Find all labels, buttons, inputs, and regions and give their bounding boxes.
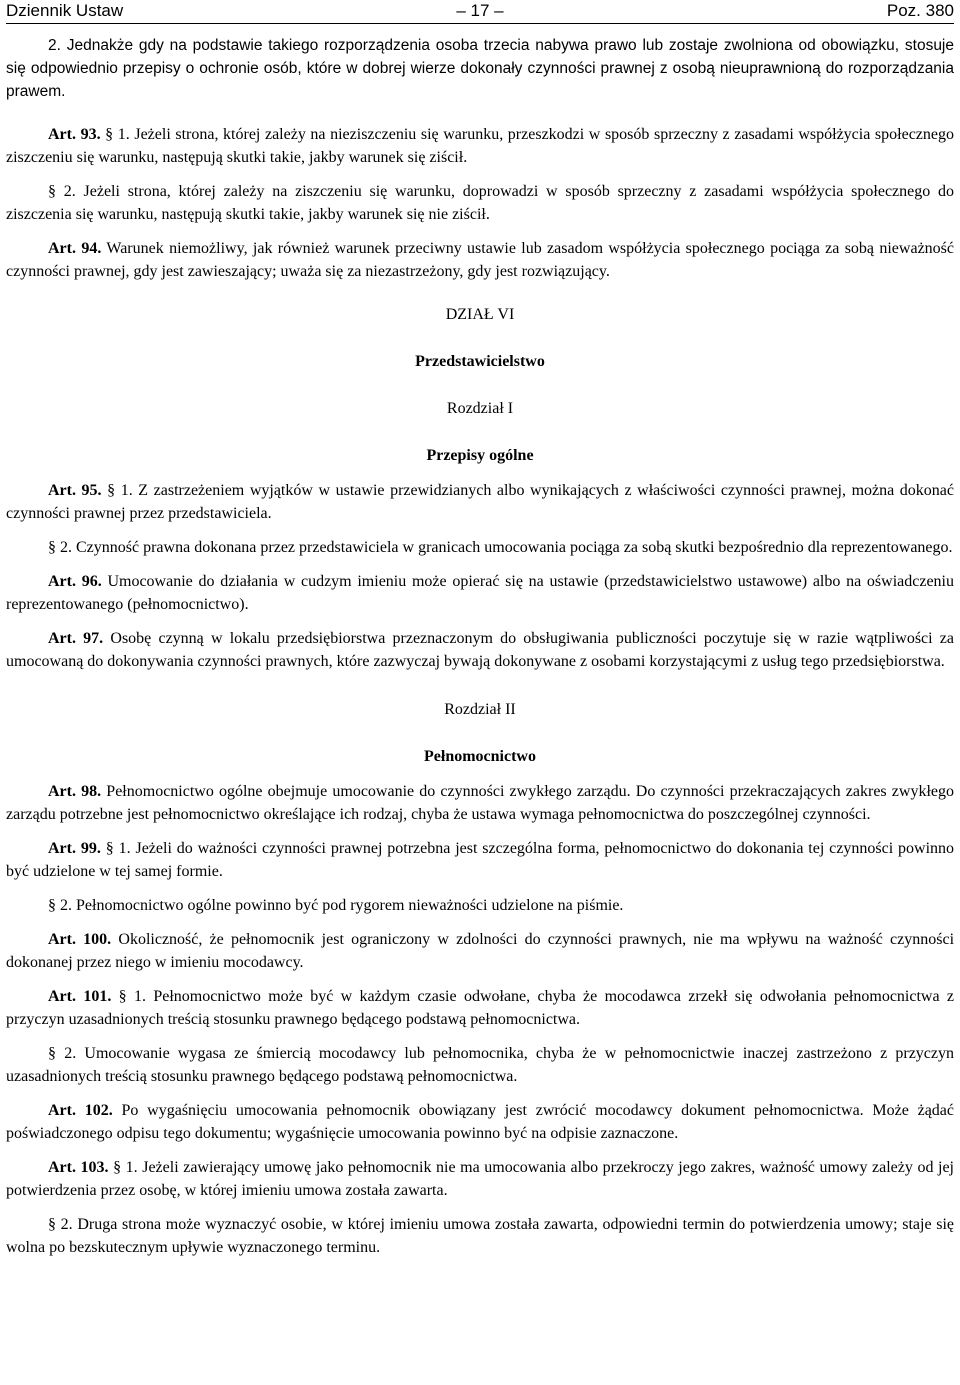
paragraph-text: § 1. Pełnomocnictwo może być w każdym czasie odwołane, chyba że mocodawca zrzekł się odwołania pełnomocnictwa z przyczyn uzasadnionych treścią stosunku prawnego będącego podstawą pełnomocnictwa. <box>6 988 955 1028</box>
paragraph-text: Osobę czynną w lokalu przedsiębiorstwa przeznaczonym do obsługiwania publiczności poczytuje się w razie wątpliwości za umocowaną do dokonywania czynności prawnych, które zazwyczaj bywają dokonywane z osobami korzystającymi z usług tego przedsiębiorstwa. <box>6 630 955 670</box>
position-number: Poz. 380 <box>886 1 954 20</box>
paragraph-text: § 1. Jeżeli zawierający umowę jako pełnomocnik nie ma umocowania albo przekroczy jego zakres, ważność umowy zależy od jej potwierdzenia przez osobę, w której imieniu umowa została zawarta. <box>6 1159 955 1199</box>
article-95-section-2 <box>6 536 954 559</box>
article-103-section-1 <box>6 1156 954 1202</box>
article-103-section-2 <box>6 1213 954 1259</box>
journal-title: Dziennik Ustaw <box>6 1 124 20</box>
paragraph-text: § 2. Umocowanie wygasa ze śmiercią mocodawcy lub pełnomocnika, chyba że w pełnomocnictwie inaczej zastrzeżono z przyczyn uzasadnionych treścią stosunku prawnego będącego podstawą pełnomocnictwa. <box>6 1045 954 1085</box>
chapter-title: Pełnomocnictwo <box>424 748 536 765</box>
paragraph-text: Warunek niemożliwy, jak również warunek przeciwny ustawie lub zasadom współżycia społecznego pociąga za sobą nieważność czynności prawnej, gdy jest zawieszający; uważa się za niezastrzeżony, gdy jest rozwiązujący. <box>6 240 954 280</box>
article-label: Art. 100. <box>48 931 112 948</box>
article-93-section-2 <box>6 180 954 226</box>
article-94 <box>6 237 954 283</box>
paragraph-text: Umocowanie do działania w cudzym imieniu może opierać się na ustawie (przedstawicielstwo ustawowe) albo na oświadczeniu reprezentowanego (pełnomocnictwo). <box>6 573 955 613</box>
article-label: Art. 101. <box>48 988 112 1005</box>
chapter-label: Rozdział II <box>444 701 516 718</box>
paragraph-text: Po wygaśnięciu umocowania pełnomocnik obowiązany jest zwrócić mocodawcy dokument pełnomocnictwa. Może żądać poświadczonego odpisu tego dokumentu; wygaśnięcie umocowania powinno być na odpisie zaznaczone. <box>6 1102 955 1142</box>
paragraph-text: § 2. Czynność prawna dokonana przez przedstawiciela w granicach umocowania pociąga za sobą skutki bezpośrednio dla reprezentowanego. <box>48 539 953 556</box>
paragraph-text: § 1. Z zastrzeżeniem wyjątków w ustawie przewidzianych albo wynikających z właściwości czynności prawnej, można dokonać czynności prawnej przez przedstawiciela. <box>6 482 955 522</box>
article-label: Art. 93. <box>48 126 101 143</box>
article-label: Art. 95. <box>48 482 102 499</box>
article-label: Art. 99. <box>48 840 101 857</box>
article-93-section-1 <box>6 123 954 169</box>
article-99-section-1 <box>6 837 954 883</box>
paragraph-text: Jednakże gdy na podstawie takiego rozporządzenia osoba trzecia nabywa prawo lub zostaje zwolniona od obowiązku, stosuje się odpowiednio przepisy o ochronie osób, które w dobrej wierze dokonały czynności prawnej z osobą nieuprawnioną do rozporządzania prawem. <box>6 37 954 100</box>
article-label: Art. 103. <box>48 1159 109 1176</box>
article-96 <box>6 570 954 616</box>
paragraph-text: § 1. Jeżeli do ważności czynności prawnej potrzebna jest szczególna forma, pełnomocnictwo do dokonania tej czynności powinno być udzielone w tej samej formie. <box>6 840 955 880</box>
article-label: Art. 98. <box>48 783 102 800</box>
article-98 <box>6 780 954 826</box>
article-label: Art. 97. <box>48 630 104 647</box>
paragraph-text: § 2. Pełnomocnictwo ogólne powinno być pod rygorem nieważności udzielone na piśmie. <box>48 897 624 914</box>
article-label: Art. 94. <box>48 240 102 257</box>
article-99-section-2 <box>6 894 954 917</box>
chapter-title: Przepisy ogólne <box>426 447 534 464</box>
division-title: Przedstawicielstwo <box>415 353 545 370</box>
article-label: Art. 96. <box>48 573 102 590</box>
paragraph-text: Pełnomocnictwo ogólne obejmuje umocowanie do czynności zwykłego zarządu. Do czynności przekraczających zakres zwykłego zarządu potrzebne jest pełnomocnictwo określające ich rodzaj, chyba że ustawa wymaga pełnomocnictwa do poszczególnej czynności. <box>6 783 955 823</box>
paragraph-text: § 1. Jeżeli strona, której zależy na nieziszczeniu się warunku, przeszkodzi w sposób sprzeczny z zasadami współżycia społecznego ziszczeniu się warunku, następują skutki takie, jakby warunek się ziścił. <box>6 126 955 166</box>
article-101-section-1 <box>6 985 954 1031</box>
paragraph-continuation <box>6 34 954 103</box>
document-page <box>6 0 954 1270</box>
paragraph-text: Okoliczność, że pełnomocnik jest ograniczony w zdolności do czynności prawnych, nie ma wpływu na ważność czynności dokonanej przez niego w imieniu mocodawcy. <box>6 931 955 971</box>
page-number: – 17 – <box>456 1 504 20</box>
document-body <box>6 34 954 1259</box>
section-number: 2. <box>48 37 61 54</box>
header-divider <box>6 23 954 24</box>
page-header <box>6 0 954 22</box>
paragraph-text: § 2. Druga strona może wyznaczyć osobie, w której imieniu umowa została zawarta, odpowiedni termin do potwierdzenia umowy; staje się wolna po bezskutecznym upływie wyznaczonego terminu. <box>6 1216 954 1256</box>
article-97 <box>6 627 954 673</box>
division-label: DZIAŁ VI <box>445 306 515 323</box>
article-label: Art. 102. <box>48 1102 113 1119</box>
article-102 <box>6 1099 954 1145</box>
chapter-label: Rozdział I <box>446 400 514 417</box>
article-95-section-1 <box>6 479 954 525</box>
paragraph-text: § 2. Jeżeli strona, której zależy na ziszczeniu się warunku, doprowadzi w sposób sprzeczny z zasadami współżycia społecznego do ziszczenia się warunku, następują skutki takie, jakby warunek się nie ziścił. <box>6 183 954 223</box>
article-101-section-2 <box>6 1042 954 1088</box>
article-100 <box>6 928 954 974</box>
